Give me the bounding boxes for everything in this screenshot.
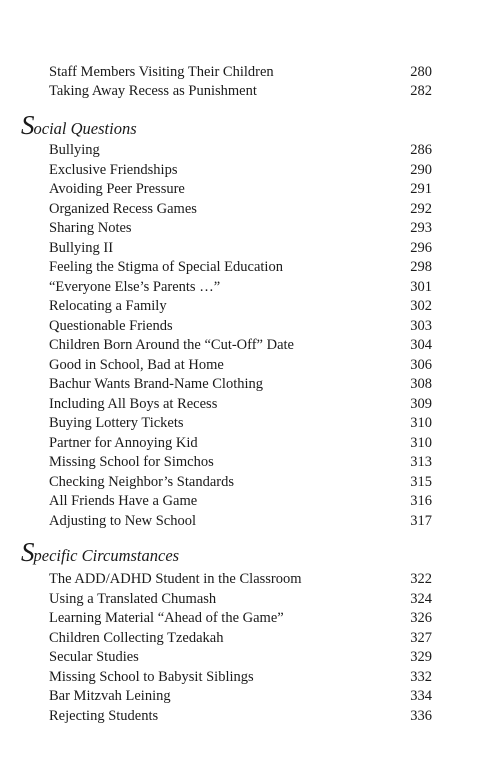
toc-entry — [49, 434, 432, 453]
entry-title: Bachur Wants Brand-Name Clothing — [49, 376, 264, 392]
entry-title: Checking Neighbor’s Standards — [49, 473, 234, 490]
toc-entry — [49, 219, 432, 238]
entry-page-number: 313 — [410, 454, 432, 470]
toc-entry — [49, 278, 432, 297]
entry-page-number: 306 — [410, 356, 432, 373]
entry-title: Bullying — [49, 142, 100, 158]
toc-entry — [49, 648, 432, 667]
toc-entry — [49, 82, 432, 101]
entry-title: The ADD/ADHD Student in the Classroom — [49, 571, 302, 587]
toc-entry — [49, 297, 432, 316]
entry-page-number: 301 — [410, 278, 432, 295]
toc-entry — [49, 707, 432, 726]
entry-title: Missing School to Babysit Siblings — [49, 668, 254, 685]
entry-title: Adjusting to New School — [49, 512, 197, 529]
toc-entry — [49, 317, 432, 336]
toc-entry — [49, 629, 432, 648]
entry-page-number: 296 — [410, 239, 432, 256]
entry-page-number: 317 — [410, 512, 432, 529]
section-heading-text: ocial Questions — [33, 119, 137, 138]
entry-page-number: 293 — [410, 220, 432, 236]
entry-title: Bullying II — [49, 239, 114, 256]
toc-entry — [49, 414, 432, 433]
toc-entry — [49, 356, 432, 375]
entry-page-number: 322 — [410, 571, 432, 587]
toc-entry — [49, 336, 432, 355]
entry-page-number: 310 — [410, 434, 432, 451]
entry-page-number: 327 — [410, 629, 432, 646]
section-heading-initial: S — [21, 537, 34, 567]
section-heading-specific-circumstances — [21, 537, 179, 567]
toc-entry — [49, 609, 432, 628]
entry-title: Secular Studies — [49, 649, 139, 665]
entry-title: Partner for Annoying Kid — [49, 434, 198, 451]
entry-page-number: 304 — [410, 337, 432, 353]
entry-title: Good in School, Bad at Home — [49, 356, 224, 373]
toc-entry — [49, 200, 432, 219]
section-heading-initial: S — [21, 110, 34, 140]
entry-page-number: 302 — [410, 298, 432, 314]
entry-page-number: 336 — [410, 707, 432, 724]
toc-entry — [49, 141, 432, 160]
entry-title: Organized Recess Games — [49, 200, 197, 217]
entry-page-number: 332 — [410, 668, 432, 685]
section-heading-text: pecific Circumstances — [33, 546, 180, 565]
toc-entry — [49, 570, 432, 589]
entry-title: Children Born Around the “Cut-Off” Date — [49, 337, 294, 353]
toc-entry — [49, 258, 432, 277]
entry-title: Questionable Friends — [49, 317, 173, 334]
entry-title: Taking Away Recess as Punishment — [49, 83, 257, 99]
entry-title: Avoiding Peer Pressure — [49, 181, 185, 197]
entry-title: Exclusive Friendships — [49, 161, 178, 178]
toc-entry — [49, 668, 432, 687]
entry-page-number: 309 — [410, 395, 432, 412]
toc-entry — [49, 687, 432, 706]
entry-page-number: 326 — [410, 610, 432, 626]
entry-page-number: 324 — [410, 590, 432, 607]
entry-page-number: 290 — [410, 161, 432, 178]
entry-title: Buying Lottery Tickets — [49, 415, 184, 431]
entry-title: Using a Translated Chumash — [49, 590, 217, 607]
toc-entry — [49, 590, 432, 609]
entry-page-number: 291 — [410, 181, 432, 197]
section-heading-social-questions — [21, 110, 137, 140]
entry-title: Learning Material “Ahead of the Game” — [49, 610, 284, 626]
toc-entry — [49, 63, 432, 82]
entry-title: Including All Boys at Recess — [49, 395, 218, 412]
entry-title: Rejecting Students — [49, 707, 159, 724]
entry-title: Bar Mitzvah Leining — [49, 688, 171, 704]
entry-page-number: 298 — [410, 259, 432, 275]
toc-entry — [49, 375, 432, 394]
entry-page-number: 282 — [410, 83, 432, 99]
entry-title: Children Collecting Tzedakah — [49, 629, 224, 646]
toc-entry — [49, 512, 432, 531]
entry-page-number: 308 — [410, 376, 432, 392]
entry-page-number: 315 — [410, 473, 432, 490]
entry-title: “Everyone Else’s Parents …” — [49, 278, 221, 295]
toc-entry — [49, 161, 432, 180]
entry-title: Staff Members Visiting Their Children — [49, 64, 274, 80]
entry-title: Missing School for Simchos — [49, 454, 214, 470]
toc-entry — [49, 473, 432, 492]
toc-entry — [49, 180, 432, 199]
entry-title: All Friends Have a Game — [49, 493, 198, 509]
entry-page-number: 280 — [410, 64, 432, 80]
entry-page-number: 303 — [410, 317, 432, 334]
entry-page-number: 334 — [410, 688, 432, 704]
toc-entry — [49, 395, 432, 414]
toc-entry — [49, 239, 432, 258]
toc-entry — [49, 453, 432, 472]
entry-page-number: 292 — [410, 200, 432, 217]
entry-page-number: 329 — [410, 649, 432, 665]
entry-page-number: 316 — [410, 493, 432, 509]
entry-title: Relocating a Family — [49, 298, 167, 314]
toc-entry — [49, 492, 432, 511]
entry-page-number: 310 — [410, 415, 432, 431]
entry-page-number: 286 — [410, 142, 432, 158]
entry-title: Feeling the Stigma of Special Education — [49, 259, 283, 275]
entry-title: Sharing Notes — [49, 220, 132, 236]
